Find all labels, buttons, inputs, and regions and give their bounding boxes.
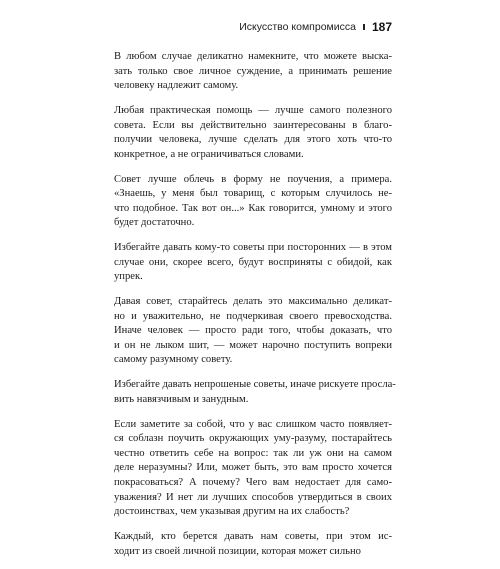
text-line: Избегайте давать непрошеные советы, иначе рискуете просла- [114, 379, 396, 391]
text-line: Иначе человек — просто ради того, чтобы доказать, что [114, 325, 392, 337]
text-line: уважения? И нет ли лучших способов утвердиться в своих [114, 491, 392, 503]
text-line: деле неразумны? Или, может быть, это вам просто хочется [114, 462, 392, 474]
text-line: Если заметите за собой, что у вас слишком часто появляет- [114, 418, 392, 430]
text-line: совета. Если вы действительно заинтересованы в благо- [114, 119, 392, 131]
square-bullet-icon [363, 24, 365, 30]
page-header [239, 20, 392, 34]
text-line: Каждый, кто берется давать нам советы, при этом ис- [114, 530, 392, 542]
text-line: получии человека, лучше сделать для этого хоть что-то [114, 134, 392, 146]
text-line: В любом случае деликатно намекните, что можете выска- [114, 51, 392, 62]
paragraph [114, 295, 392, 368]
paragraph [114, 173, 392, 231]
page-number: 187 [371, 20, 392, 34]
text-line: зать только свое личное суждение, а принимать решение [114, 65, 392, 77]
text-line: вить навязчивым и занудным. [114, 393, 249, 405]
paragraph [114, 378, 396, 407]
running-title: Искусство компромисса [239, 21, 356, 33]
text-line: Совет лучше облечь в форму не поучения, а примера. [114, 173, 392, 185]
text-line: Давая совет, старайтесь делать это максимально деликат- [114, 296, 392, 308]
text-line: случае они, скорее всего, будут восприняты с обидой, как [114, 256, 392, 268]
text-line: достоинствах, чем указывая другим на их слабость? [114, 506, 350, 518]
body-text [114, 50, 396, 569]
text-line: будет достаточно. [114, 217, 195, 229]
text-line: человеку надлежит самому. [114, 80, 239, 92]
text-line: но и уважительно, не подчеркивая своего превосходства. [114, 310, 392, 322]
text-line: ся соблазн поучить окружающих уму-разуму, постарайтесь [114, 433, 392, 445]
text-line: конкретное, а не ограничиваться словами. [114, 148, 304, 160]
text-line: что подобное. Так вот он...» Как говорится, умному и этого [114, 202, 392, 214]
text-line: ходит из своей личной позиции, которая может сильно [114, 545, 361, 557]
text-line: честно ответить себе на вопрос: так ли уж они на самом [114, 447, 392, 459]
text-line: и он не лыком шит, — может нарочно поступить вопреки [114, 339, 392, 351]
text-line: Избегайте давать кому-то советы при посторонних — в этом [114, 242, 392, 254]
text-line: Любая практическая помощь — лучше самого полезного [114, 104, 392, 116]
paragraph [114, 418, 392, 520]
text-line: упрек. [114, 271, 143, 283]
paragraph [114, 530, 392, 559]
paragraph [114, 50, 392, 94]
paragraph [114, 104, 392, 162]
paragraph [114, 241, 392, 285]
text-line: самому разумному совету. [114, 354, 233, 366]
text-line: покрасоваться? А почему? Чего вам недостает для само- [114, 476, 392, 488]
text-line: «Знаешь, у меня был товарищ, с которым случилось не- [114, 188, 392, 200]
